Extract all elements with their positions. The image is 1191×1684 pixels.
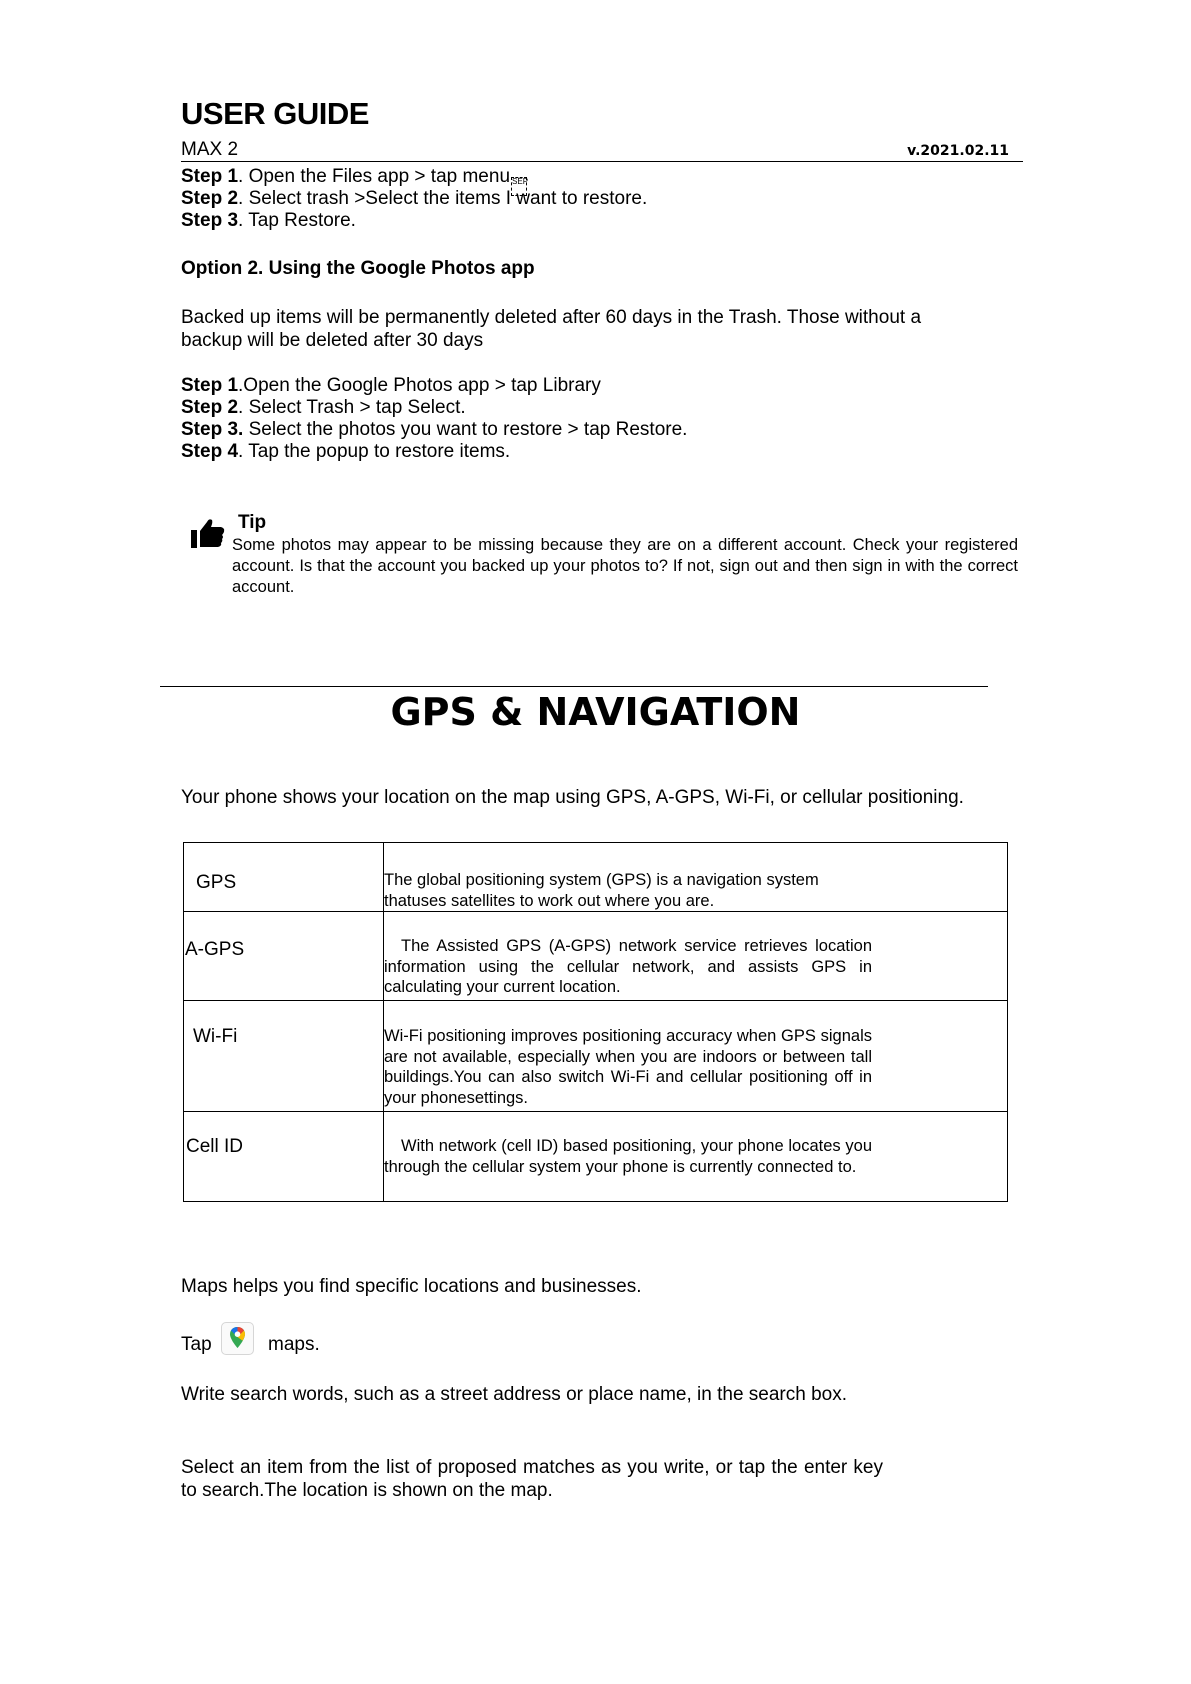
table-row xyxy=(184,1001,1008,1112)
tip-label: Tip xyxy=(238,512,267,533)
step-text: . Tap Restore. xyxy=(238,210,356,231)
step-text: .Open the Google Photos app > tap Library xyxy=(238,375,601,396)
tap-prefix: Tap xyxy=(181,1334,212,1355)
gps-intro: Your phone shows your location on the map using GPS, A-GPS, Wi-Fi, or cellular positioning. xyxy=(181,787,964,808)
thumbs-up-icon xyxy=(190,516,226,550)
option2-description: Backed up items will be permanently deleted after 60 days in the Trash. Those without a backup will be deleted after 30 days xyxy=(181,307,922,351)
tap-suffix: maps. xyxy=(268,1334,320,1355)
table-description-cell: The Assisted GPS (A-GPS) network service retrieves location information using the cellular network, and assists GPS in calculating your current location. xyxy=(384,912,1008,1001)
step-text: . Open the Files app > tap menu xyxy=(238,166,511,187)
option1-step-2 xyxy=(181,188,647,210)
step-label: Step 1 xyxy=(181,166,239,187)
model-name: MAX 2 xyxy=(181,139,239,160)
google-maps-icon[interactable] xyxy=(221,1322,254,1355)
section-title: GPS & NAVIGATION xyxy=(390,690,801,734)
table-term-cell: Cell ID xyxy=(184,1112,384,1202)
version-label: v.2021.02.11 xyxy=(907,143,1009,159)
step-label: Step 3. xyxy=(181,419,244,440)
select-instruction: Select an item from the list of proposed matches as you write, or tap the enter key to search.The location is shown on the map. xyxy=(181,1457,883,1501)
step-label: Step 1 xyxy=(181,375,239,396)
section-divider xyxy=(160,686,988,687)
option2-step-3 xyxy=(181,419,687,441)
step-text: . Select trash >Select the items I want to restore. xyxy=(238,188,648,209)
header-divider xyxy=(181,161,1023,162)
table-description-cell: The global positioning system (GPS) is a navigation system thatuses satellites to work out where you are. xyxy=(384,843,1008,912)
option2-heading: Option 2. Using the Google Photos app xyxy=(181,258,535,279)
step-label: Step 2 xyxy=(181,397,239,418)
search-instruction: Write search words, such as a street address or place name, in the search box. xyxy=(181,1384,848,1405)
step-label: Step 2 xyxy=(181,188,239,209)
table-term-cell: A-GPS xyxy=(184,912,384,1001)
table-description-cell: Wi-Fi positioning improves positioning accuracy when GPS signals are not available, especially when you are indoors or between tall buildings.You can also switch Wi-Fi and cellular positioning off in your phonesettings. xyxy=(384,1001,1008,1112)
sep-glyph-icon: SEP xyxy=(511,177,527,196)
table-term-cell: GPS xyxy=(184,843,384,912)
table-row xyxy=(184,912,1008,1001)
option2-step-2 xyxy=(181,397,466,419)
document-title: USER GUIDE xyxy=(181,96,369,131)
option2-step-1 xyxy=(181,375,601,397)
table-row xyxy=(184,1112,1008,1202)
option2-step-4 xyxy=(181,441,510,463)
tip-text: Some photos may appear to be missing because they are on a different account. Check your registered account. Is that the account you backed up your photos to? If not, sign out and then sign in with the correct account. xyxy=(232,536,1018,596)
step-text: Select the photos you want to restore > tap Restore. xyxy=(243,419,688,440)
positioning-table xyxy=(183,842,1008,1202)
step-text: . Tap the popup to restore items. xyxy=(238,441,511,462)
step-label: Step 3 xyxy=(181,210,239,231)
table-row xyxy=(184,843,1008,912)
step-label: Step 4 xyxy=(181,441,239,462)
step-text: . Select Trash > tap Select. xyxy=(238,397,466,418)
maps-intro: Maps helps you find specific locations and businesses. xyxy=(181,1276,642,1297)
table-description-cell: With network (cell ID) based positioning, your phone locates you through the cellular system your phone is currently connected to. xyxy=(384,1112,1008,1202)
option1-step-3 xyxy=(181,210,356,232)
table-term-cell: Wi-Fi xyxy=(184,1001,384,1112)
